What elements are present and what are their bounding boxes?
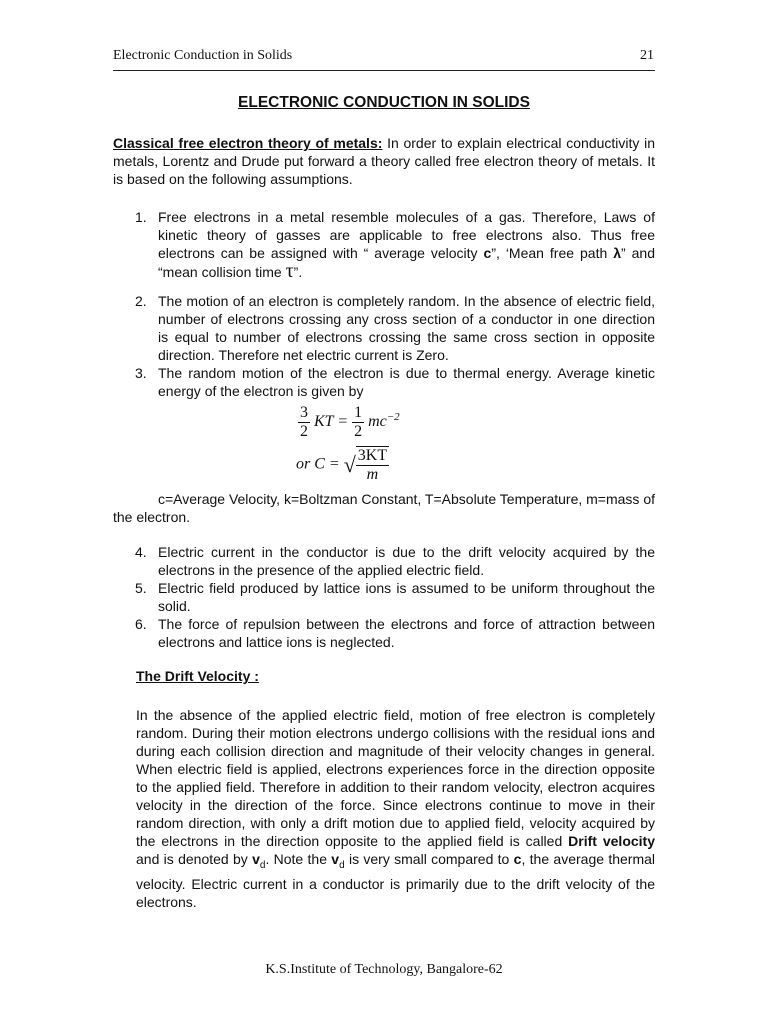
list-number: 4. — [135, 544, 147, 560]
page-footer: K.S.Institute of Technology, Bangalore-62 — [265, 962, 503, 977]
list-text: ” and “mean collision time — [158, 245, 655, 280]
list-number: 6. — [135, 616, 147, 632]
list-text: Electric current in the conductor is due to the drift velocity acquired by the electrons in the presence of the applied electric field. — [158, 544, 655, 578]
page-title: ELECTRONIC CONDUCTION IN SOLIDS — [238, 94, 530, 111]
intro-paragraph — [113, 134, 655, 188]
list-item — [113, 292, 655, 364]
list-item — [113, 579, 655, 615]
symbol-c: c — [513, 851, 522, 867]
symbol-vd: v — [252, 851, 260, 867]
assumption-list-2 — [113, 292, 655, 364]
symbol-tau: τ — [285, 260, 294, 282]
drift-velocity-heading: The Drift Velocity : — [136, 668, 259, 684]
equation-kinetic-energy — [298, 404, 400, 441]
fraction: $\frac{1}{2}$ — [354, 404, 363, 440]
list-text: The force of repulsion between the electrons and force of attraction between electrons and lattice ions is neglected. — [158, 616, 655, 650]
symbol-vd: v — [331, 851, 340, 867]
symbol-c: c — [483, 245, 492, 261]
drift-velocity-paragraph: In the absence of the applied electric field, motion of free electron is completely random. During their motion electrons undergo collisions with the residual ions and during each collision direction and magnitude of their velocity changes in general. When electric field is applied, electrons experiences force in the direction opposite to the applied field. Therefore in addition to their random velocity, electron acquires velocity in the direction of the force. Since electrons continue to move in their random direction, with only a drift motion due to applied field, velocity acquired by the electrons in the direction opposite to the applied field is called Drift velocity and is denoted by $v_d$. Note the $v_d$ is very small compared to c, the average thermal velocity. Electric current in a conductor is primarily due to the drift velocity of the electrons. — [136, 707, 656, 910]
drift-velocity-term: Drift velocity — [568, 833, 656, 849]
list-text: ”, ‘Mean free path — [491, 245, 614, 261]
fraction: $\frac{3}{2}$ — [300, 404, 308, 440]
assumption-list-3 — [113, 364, 655, 400]
list-number: 5. — [135, 580, 147, 596]
page-number: 21 — [640, 48, 654, 63]
exponent: −2 — [386, 410, 400, 423]
running-header-title: Electronic Conduction in Solids — [113, 48, 293, 63]
assumption-list-4 — [113, 543, 655, 651]
list-item — [113, 364, 655, 400]
assumption-list-1 — [113, 208, 655, 281]
list-item — [113, 615, 655, 651]
list-number: 3. — [135, 365, 147, 381]
list-text: Electric field produced by lattice ions is assumed to be uniform throughout the solid. — [158, 580, 655, 614]
list-text: The random motion of the electron is due to thermal energy. Average kinetic energy of the electron is given by — [158, 365, 655, 399]
equation-term: mc — [368, 413, 387, 431]
header-rule — [113, 70, 655, 71]
list-text: Free electrons in a metal resemble molecules of a gas. Therefore, Laws of kinetic theory of gasses are applicable to free electrons also. Thus free electrons can be assigned with “ average velocity — [158, 209, 655, 261]
equation-term: KT = — [314, 413, 349, 431]
list-item — [113, 208, 655, 281]
symbol-lambda: λ — [613, 245, 622, 261]
list-item — [113, 543, 655, 579]
sqrt-icon: √ — [343, 452, 356, 477]
list-text: ”. — [293, 264, 303, 280]
list-text: The motion of an electron is completely random. In the absence of electric field, number of electrons crossing any cross section of a conductor in one direction is equal to number of electrons crossing the same cross section in opposite direction. Therefore net electric current is Zero. — [158, 293, 655, 363]
definitions-paragraph: c=Average Velocity, k=Boltzman Constant, T=Absolute Temperature, m=mass of the electron. — [113, 491, 655, 525]
list-number: 2. — [135, 293, 147, 309]
intro-text: In order to explain electrical conductivity in metals, Lorentz and Drude put forward a theory called free electron theory of metals. It is based on the following assumptions. — [113, 135, 655, 187]
intro-heading: Classical free electron theory of metals: — [113, 135, 383, 151]
fraction: $\frac{3KT}{m}$ — [357, 447, 388, 483]
equation-velocity — [296, 446, 389, 484]
equation-term: or C = — [296, 455, 340, 473]
list-number: 1. — [135, 209, 147, 225]
